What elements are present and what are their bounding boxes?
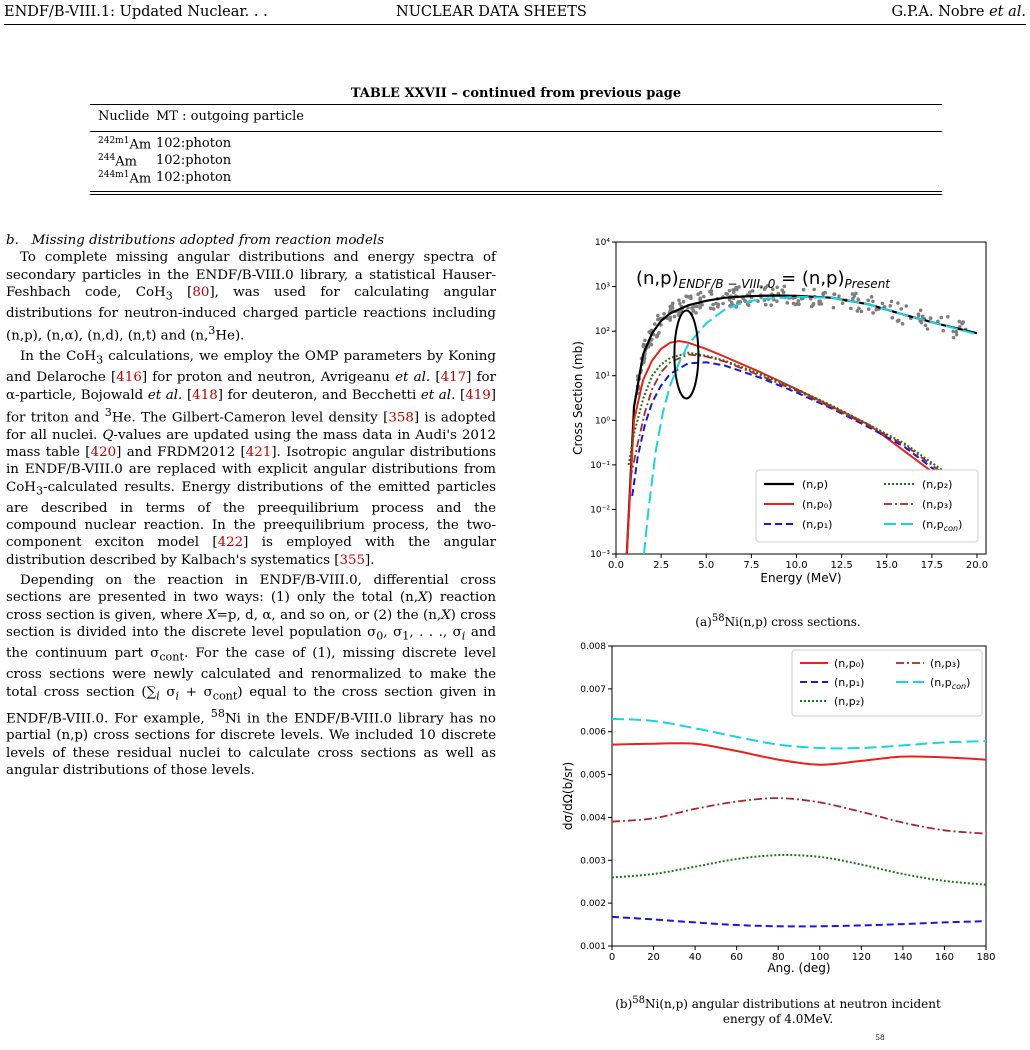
experimental-point <box>866 299 870 303</box>
table-header-mt: MT : outgoing particle <box>156 109 304 124</box>
experimental-point <box>955 330 959 334</box>
running-head-journal: NUCLEAR DATA SHEETS <box>396 4 587 20</box>
legend-label: (n,p₀) <box>834 657 865 670</box>
experimental-point <box>684 294 688 298</box>
y-axis-label: dσ/dΩ(b/sr) <box>561 761 575 831</box>
experimental-point <box>668 318 672 322</box>
x-tick-label: 2.5 <box>653 560 670 571</box>
experimental-point <box>874 308 878 312</box>
y-tick-label: 0.004 <box>580 813 606 824</box>
experimental-point <box>643 339 647 343</box>
table-header-rule <box>90 131 942 132</box>
x-tick-label: 160 <box>934 952 954 963</box>
experimental-point <box>952 336 956 340</box>
legend-label: (n,p) <box>802 478 829 491</box>
header-rule <box>4 24 1026 25</box>
x-tick-label: 10.0 <box>785 560 808 571</box>
x-tick-label: 0 <box>608 952 616 963</box>
experimental-point <box>856 298 860 302</box>
x-tick-label: 7.5 <box>743 560 760 571</box>
experimental-point <box>689 294 693 298</box>
experimental-point <box>961 320 965 324</box>
x-tick-label: 12.5 <box>830 560 853 571</box>
experimental-point <box>721 302 725 306</box>
experimental-point <box>890 316 894 320</box>
experimental-point <box>673 315 677 319</box>
experimental-point <box>896 301 900 305</box>
experimental-point <box>682 300 686 304</box>
experimental-point <box>677 298 681 302</box>
running-head <box>4 4 1026 22</box>
legend-label: (n,p₁) <box>834 676 865 689</box>
experimental-point <box>929 316 933 320</box>
experimental-point <box>764 303 768 307</box>
experimental-point <box>867 307 871 311</box>
experimental-point <box>837 294 841 298</box>
y-tick-label: 0.006 <box>580 727 606 738</box>
body-text <box>6 232 496 779</box>
experimental-point <box>699 291 703 295</box>
experimental-point <box>888 304 892 308</box>
legend-label: (n,p₂) <box>922 478 953 491</box>
experimental-point <box>662 312 666 316</box>
x-tick-label: 17.5 <box>920 560 943 571</box>
y-tick-label: 0.007 <box>580 684 606 695</box>
experimental-point <box>822 291 826 295</box>
legend-label: $(n,p_{con})$ <box>930 676 971 691</box>
legend-label: (n,p₃) <box>922 498 953 511</box>
y-tick-label: 10⁻¹ <box>590 460 610 471</box>
y-tick-label: 10⁻² <box>590 505 610 516</box>
x-tick-label: 80 <box>771 952 785 963</box>
subsection-heading: b. Missing distributions adopted from reaction models <box>6 233 385 248</box>
y-tick-label: 0.008 <box>580 642 606 652</box>
experimental-point <box>810 305 814 309</box>
y-tick-label: 10⁰ <box>594 416 610 427</box>
experimental-point <box>951 330 955 334</box>
equality-annotation: $(n,p)_{ENDF/B - VIII. 0} = (n,p)_{Present}$ <box>636 268 890 291</box>
experimental-point <box>921 315 925 319</box>
figure-a-caption: $(a)^{58}Ni(n,p)$ cross sections. <box>695 613 861 629</box>
experimental-point <box>724 292 728 296</box>
experimental-point <box>650 343 654 347</box>
experimental-point <box>711 303 715 307</box>
figure-b-chart <box>556 638 1000 990</box>
experimental-point <box>851 292 855 296</box>
legend-label: (n,p₂) <box>834 695 865 708</box>
experimental-point <box>926 327 930 331</box>
experimental-point <box>854 292 858 296</box>
experimental-point <box>896 319 900 323</box>
y-tick-label: 10⁻³ <box>590 550 610 560</box>
experimental-point <box>797 299 801 303</box>
experimental-point <box>899 307 903 311</box>
experimental-point <box>871 300 875 304</box>
experimental-point <box>671 301 675 305</box>
experimental-point <box>919 308 923 312</box>
experimental-point <box>775 299 779 303</box>
experimental-point <box>792 302 796 306</box>
experimental-point <box>946 315 950 319</box>
y-tick-label: 0.001 <box>580 942 606 952</box>
experimental-point <box>655 334 659 338</box>
x-axis-label: Energy (MeV) <box>760 571 842 585</box>
x-tick-label: 20.0 <box>965 560 989 571</box>
experimental-point <box>702 295 706 299</box>
figure-b-caption: $(b)^{58}Ni(n,p)$ angular distributions at neutron incident energy of 4.0MeV. <box>615 995 941 1026</box>
experimental-point <box>871 311 875 315</box>
paragraph-3: Depending on the reaction in ENDF/B-VIII.0, differential cross sections are presented in two ways: (1) only the total (n,X) reaction cross section is given, where X=p, d, α, and so on, or (2) the (n,X) cross section is divided into the discrete level population $\sigma_0$, $\sigma_1$, . . ., $\sigma_i$ and the continuum part $\sigma_{cont}$. For the case of (1), missing discrete level cross sections were newly calculated and renormalized to make the total cross section ($\sum_i$ $\sigma_i + \sigma_{cont}$) equal to the cross section given in ENDF/B-VIII.0. For example, $^{58}$Ni in the ENDF/B-VIII.0 library has no partial (n,p) cross sections for discrete levels. We included 10 discrete levels of these residual nuclei to calculate cross sections as well as angular distributions of those levels. <box>6 573 497 779</box>
legend-label: (n,p₁) <box>802 518 833 531</box>
x-axis-label: Ang. (deg) <box>767 961 831 975</box>
experimental-point <box>940 316 944 320</box>
y-tick-label: 0.005 <box>580 770 606 781</box>
experimental-point <box>857 307 861 311</box>
experimental-point <box>656 318 660 322</box>
next-figure-caption-fragment: 58 <box>875 1033 885 1042</box>
experimental-point <box>786 301 790 305</box>
experimental-point <box>710 292 714 296</box>
experimental-point <box>941 329 945 333</box>
running-head-authors: G.P.A. Nobre et al. <box>891 4 1026 20</box>
y-tick-label: 0.003 <box>580 856 606 867</box>
experimental-point <box>832 306 836 310</box>
experimental-point <box>712 307 716 311</box>
x-tick-label: 140 <box>893 952 913 963</box>
table-caption: TABLE XXVII – continued from previous page <box>350 86 682 101</box>
experimental-point <box>653 322 657 326</box>
x-tick-label: 20 <box>647 952 660 963</box>
table-bottom-rule-2 <box>90 194 942 195</box>
experimental-point <box>881 302 885 306</box>
experimental-point <box>890 300 894 304</box>
figure-a-chart <box>556 236 1000 600</box>
experimental-point <box>818 299 822 303</box>
table-bottom-rule <box>90 191 942 192</box>
x-tick-label: 60 <box>730 952 744 963</box>
legend-label: (n,p₃) <box>930 657 961 670</box>
legend-label: (n,p₀) <box>802 498 833 511</box>
paragraph-1: To complete missing angular distributions and energy spectra of secondary particles in the ENDF/B-VIII.0 library, a statistical Hauser-Feshbach code, CoH$_3$ [80], was used for calculating angular distributions for neutron-induced charged particle reactions including (n,p), (n,α), (n,d), (n,t) and (n,$^3$He). <box>6 250 496 344</box>
x-tick-label: 100 <box>810 952 830 963</box>
experimental-point <box>656 314 660 318</box>
y-tick-label: 10⁴ <box>594 238 610 248</box>
y-tick-label: 10² <box>594 327 610 338</box>
experimental-point <box>709 306 713 310</box>
experimental-point <box>920 321 924 325</box>
y-tick-label: 0.002 <box>580 899 606 910</box>
x-tick-label: 40 <box>688 952 702 963</box>
paragraph-2: In the CoH$_3$ calculations, we employ the OMP parameters by Koning and Delaroche [416] for proton and neutron, Avrigeanu et al. [417] for α-particle, Bojowald et al. [418] for deuteron, and Becchetti et al. [419] for triton and $^3$He. The Gilbert-Cameron level density [358] is adopted for all nuclei. Q-values are updated using the mass data in Audi's 2012 mass table [420] and FRDM2012 [421]. Isotropic angular distributions in ENDF/B-VIII.0 are replaced with explicit angular distributions from CoH$_3$-calculated results. Energy distributions of the emitted particles are described in terms of the preequilibrium process and the compound nuclear reaction. In the preequilibrium process, the two-component exciton model [422] is employed with the angular distribution described by Kalbach's systematics [355]. <box>6 349 497 568</box>
experimental-point <box>901 322 905 326</box>
experimental-point <box>904 304 908 308</box>
x-tick-label: 0.0 <box>608 560 624 571</box>
table-header-nuclide: Nuclide <box>98 109 150 124</box>
experimental-point <box>698 296 702 300</box>
y-tick-label: 10³ <box>594 282 610 293</box>
x-tick-label: 180 <box>976 952 996 963</box>
experimental-point <box>917 314 921 318</box>
experimental-point <box>849 307 853 311</box>
x-tick-label: 120 <box>851 952 871 963</box>
legend-label: $(n,p_{con})$ <box>922 518 963 533</box>
experimental-point <box>671 306 675 310</box>
experimental-point <box>698 306 702 310</box>
experimental-point <box>695 305 699 309</box>
experimental-point <box>690 306 694 310</box>
experimental-point <box>841 301 845 305</box>
experimental-point <box>870 295 874 299</box>
experimental-point <box>769 303 773 307</box>
experimental-point <box>860 310 864 314</box>
experimental-point <box>746 303 750 307</box>
experimental-point <box>832 292 836 296</box>
y-tick-label: 10¹ <box>594 371 610 382</box>
experimental-point <box>642 344 646 348</box>
x-tick-label: 5.0 <box>698 560 715 571</box>
running-head-left: ENDF/B-VIII.1: Updated Nuclear. . . <box>4 4 268 20</box>
experimental-point <box>924 323 928 327</box>
x-tick-label: 15.0 <box>875 560 898 571</box>
table-top-rule <box>90 104 942 105</box>
y-axis-label: Cross Section (mb) <box>571 341 585 455</box>
